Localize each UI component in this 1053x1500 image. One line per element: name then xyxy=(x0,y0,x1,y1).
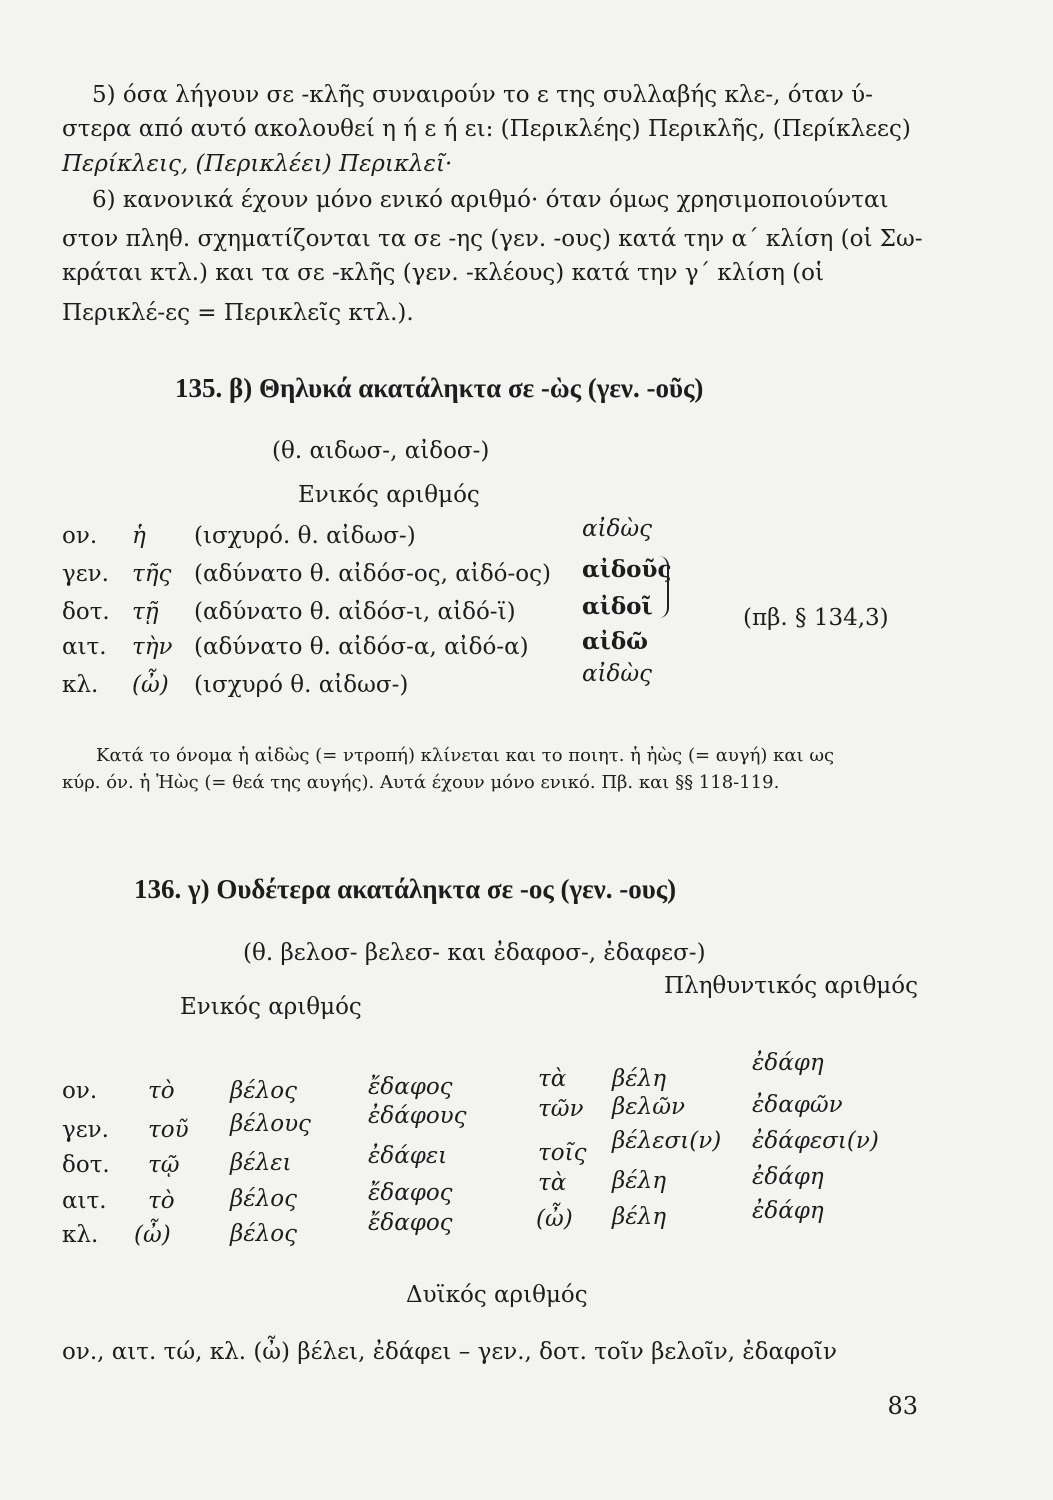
case-label: αιτ. xyxy=(62,634,107,660)
section-135-note-line-2: κύρ. όν. ἡ Ἠὼς (= θεά της αυγής). Αυτά έχουν μόνο ενικό. Πβ. και §§ 118-119. xyxy=(62,772,780,793)
article: τὸ xyxy=(148,1078,175,1104)
section-135-themes: (θ. αιδωσ-, αἰδοσ-) xyxy=(272,438,490,464)
section-135-singular-title: Ενικός αριθμός xyxy=(298,482,480,508)
page-number: 83 xyxy=(887,1392,918,1420)
plural-form-belos: βέλη xyxy=(612,1204,666,1230)
intro-line-3: Περίκλεις, (Περικλέει) Περικλεῖ· xyxy=(62,151,453,177)
case-form: αἰδὼς xyxy=(582,516,653,542)
case-label: δοτ. xyxy=(62,1152,110,1178)
case-label: δοτ. xyxy=(62,599,110,625)
article: τῇ xyxy=(132,599,159,625)
plural-form-belos: βέλη xyxy=(612,1066,666,1092)
form-edafos: ἔδαφος xyxy=(368,1180,453,1206)
intro-line-1: 5) όσα λήγουν σε -κλῆς συναιρούν το ε της συλλαβής κλε-, όταν ύ- xyxy=(92,82,873,108)
stem-note: (ισχυρό. θ. αἰδωσ-) xyxy=(194,523,416,549)
case-label: ον. xyxy=(62,523,98,549)
case-form: αἰδοῖ xyxy=(582,593,653,620)
form-edafos: ἔδαφος xyxy=(368,1210,453,1236)
case-form: αἰδοῦς xyxy=(582,556,672,583)
form-edafos: ἐδάφους xyxy=(368,1103,467,1129)
form-belos: βέλους xyxy=(230,1111,311,1137)
brace xyxy=(653,556,669,618)
intro-line-2: στερα από αυτό ακολουθεί η ή ε ή ει: (Περικλέης) Περικλῆς, (Περίκλεες) xyxy=(62,116,911,142)
intro-line-7: Περικλέ-ες = Περικλεῖς κτλ.). xyxy=(62,300,414,326)
plural-article: τοῖς xyxy=(538,1140,587,1166)
form-belos: βέλος xyxy=(230,1078,297,1104)
plural-article: τῶν xyxy=(538,1096,584,1122)
case-label: κλ. xyxy=(62,1222,99,1248)
intro-line-6: κράται κτλ.) και τα σε -κλῆς (γεν. -κλέους) κατά την γ΄ κλίση (οἱ xyxy=(62,260,825,286)
case-label: γεν. xyxy=(62,561,109,587)
article: (ὦ) xyxy=(134,1222,171,1248)
plural-form-edafos: ἐδάφη xyxy=(752,1198,824,1224)
article: ἡ xyxy=(132,523,146,549)
section-136-themes: (θ. βελοσ- βελεσ- και ἐδαφοσ-, ἐδαφεσ-) xyxy=(243,940,706,966)
article: τῷ xyxy=(148,1152,180,1178)
form-edafos: ἔδαφος xyxy=(368,1074,453,1100)
section-135-heading: 135. β) Θηλυκά ακατάληκτα σε -ὼς (γεν. -οῦς) xyxy=(175,373,704,403)
case-label: γεν. xyxy=(62,1117,109,1143)
article: τῆς xyxy=(132,561,172,587)
section-136-plural-title: Πληθυντικός αριθμός xyxy=(664,973,918,999)
plural-form-belos: βελῶν xyxy=(612,1094,685,1120)
article: τὴν xyxy=(132,634,173,660)
section-136-heading: 136. γ) Ουδέτερα ακατάληκτα σε -ος (γεν. -ους) xyxy=(134,874,677,904)
plural-form-edafos: ἐδαφῶν xyxy=(752,1092,843,1118)
section-136-singular-title: Ενικός αριθμός xyxy=(180,994,362,1020)
dual-title: Δυϊκός αριθμός xyxy=(406,1282,588,1308)
form-edafos: ἐδάφει xyxy=(368,1143,448,1169)
plural-form-belos: βέλη xyxy=(612,1168,666,1194)
plural-form-belos: βέλεσι(ν) xyxy=(612,1128,722,1154)
plural-form-edafos: ἐδάφη xyxy=(752,1164,824,1190)
case-label: ον. xyxy=(62,1078,98,1104)
stem-note: (αδύνατο θ. αἰδόσ-ι, αἰδό-ϊ) xyxy=(194,599,516,625)
stem-note: (αδύνατο θ. αἰδόσ-ος, αἰδό-ος) xyxy=(194,561,551,587)
case-label: κλ. xyxy=(62,672,99,698)
plural-article: τὰ xyxy=(538,1066,567,1092)
plural-article: τὰ xyxy=(538,1170,567,1196)
form-belos: βέλει xyxy=(230,1150,292,1176)
article: τοῦ xyxy=(148,1117,189,1143)
plural-article: (ὦ) xyxy=(536,1206,573,1232)
plural-form-edafos: ἐδάφεσι(ν) xyxy=(752,1128,879,1154)
cross-reference: (πβ. § 134,3) xyxy=(743,605,889,631)
case-label: αιτ. xyxy=(62,1188,107,1214)
intro-line-4: 6) κανονικά έχουν μόνο ενικό αριθμό· όταν όμως χρησιμοποιούνται xyxy=(92,187,889,213)
article: τὸ xyxy=(148,1188,175,1214)
dual-forms-line: ον., αιτ. τώ, κλ. (ὦ) βέλει, ἐδάφει – γεν., δοτ. τοῖν βελοῖν, ἐδαφοῖν xyxy=(62,1339,838,1365)
article: (ὦ) xyxy=(132,672,169,698)
form-belos: βέλος xyxy=(230,1186,297,1212)
section-135-note-line-1: Κατά το όνομα ἡ αἰδὼς (= ντροπή) κλίνεται και το ποιητ. ἡ ἠὼς (= αυγή) και ως xyxy=(96,745,835,766)
plural-form-edafos: ἐδάφη xyxy=(752,1050,824,1076)
case-form: αἰδὼς xyxy=(582,661,653,687)
stem-note: (ισχυρό θ. αἰδωσ-) xyxy=(194,672,409,698)
stem-note: (αδύνατο θ. αἰδόσ-α, αἰδό-α) xyxy=(194,634,529,660)
form-belos: βέλος xyxy=(230,1221,297,1247)
case-form: αἰδῶ xyxy=(582,628,649,655)
intro-line-5: στον πληθ. σχηματίζονται τα σε -ης (γεν. -ους) κατά την α΄ κλίση (οἱ Σω- xyxy=(62,226,923,252)
